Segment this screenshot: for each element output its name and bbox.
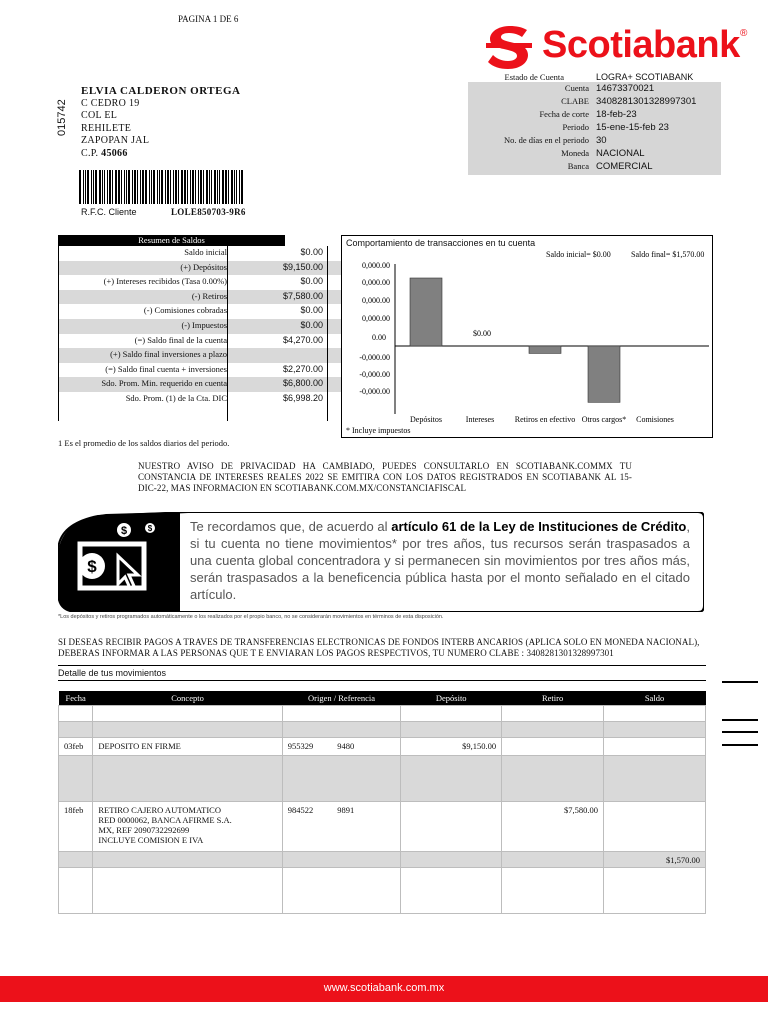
divider (58, 665, 706, 666)
summary-row-label: (=) Saldo final cuenta + inversiones (105, 363, 227, 374)
col-header-concept: Concepto (93, 691, 282, 706)
svg-text:$: $ (147, 524, 153, 533)
barcode-bar (209, 170, 210, 204)
chart-bar (588, 346, 620, 402)
postal-barcode (79, 170, 254, 204)
barcode-bar (118, 170, 120, 204)
barcode-bar (79, 170, 81, 204)
barcode-bar (153, 170, 155, 204)
barcode-bar (109, 170, 111, 204)
address-line: REHILETE (81, 122, 132, 134)
side-mark (722, 719, 758, 721)
summary-row-value: $4,270.00 (282, 334, 323, 345)
movement-reference: 9891 (337, 805, 355, 815)
barcode-bar (236, 170, 237, 204)
summary-row (58, 246, 341, 261)
banner-footnote: *Los depósitos y retiros programados automáticamente o los realizados por el propio banco, no se considerarán movimientos en términos de esta disposición. (58, 614, 444, 620)
movement-origin (282, 706, 401, 722)
chart-category-label: Depósitos (410, 415, 442, 424)
account-row-value: 30 (596, 135, 607, 146)
summary-row-value: $0.00 (300, 305, 323, 316)
movement-withdrawal: $7,580.00 (502, 802, 604, 852)
movement-withdrawal (502, 706, 604, 722)
barcode-bar (239, 170, 240, 204)
account-row (468, 96, 721, 109)
divider (58, 680, 706, 681)
footer-url[interactable]: www.scotiabank.com.mx (323, 982, 445, 994)
movement-date (59, 756, 93, 802)
account-row-value: 15-ene-15-feb 23 (596, 122, 669, 133)
barcode-bar (134, 170, 136, 204)
account-row (468, 135, 721, 148)
barcode-bar (222, 170, 224, 204)
movement-origin (282, 802, 401, 852)
scotiabank-s-icon (484, 22, 536, 70)
summary-row-label: Sdo. Prom. Min. requerido en cuenta (101, 378, 227, 389)
movement-row (59, 738, 706, 756)
barcode-bar (192, 170, 194, 204)
barcode-bar (187, 170, 188, 204)
postal-code: 45066 (101, 147, 128, 159)
barcode-bar (184, 170, 186, 204)
movement-reference: 9480 (337, 741, 355, 751)
account-row-label: Moneda (561, 148, 589, 158)
barcode-bar (181, 170, 183, 204)
chart-category-label: Intereses (465, 415, 495, 424)
barcode-bar (170, 170, 171, 204)
col-header-balance: Saldo (604, 691, 706, 706)
banner-rest: , si tu cuenta no tiene movimientos* por tres años, tus recursos serán traspasados a una cuenta global concentradora y si permanecen sin movimientos por tres años más, serán traspasados a la beneficencia pública hasta por el monto señalado en el citado artículo. (190, 519, 690, 602)
movement-withdrawal (502, 738, 604, 756)
movement-withdrawal (502, 852, 604, 868)
barcode-bar (165, 170, 166, 204)
barcode-bar (102, 170, 103, 204)
chart-annotation: $0.00 (473, 329, 491, 338)
account-row-label: CLABE (561, 96, 589, 106)
chart-bar (529, 346, 561, 353)
client-address-block (81, 85, 240, 160)
summary-row-value: $9,150.00 (282, 261, 323, 272)
account-row-value: 14673370021 (596, 83, 655, 94)
chart-ytick-label: 0.00 (372, 333, 386, 342)
chart-initial-balance: Saldo inicial= $0.00 (546, 250, 611, 259)
account-row-label: Fecha de corte (539, 109, 589, 119)
barcode-bar (157, 170, 158, 204)
side-mark (722, 681, 758, 683)
statement-label: Estado de Cuenta (504, 72, 564, 82)
account-row-label: No. de días en el periodo (504, 135, 589, 145)
summary-row-value: $0.00 (300, 319, 323, 330)
movement-origin-code: 984522 (287, 805, 314, 815)
barcode-bar (225, 170, 227, 204)
movement-row (59, 756, 706, 802)
barcode-bar (161, 170, 163, 204)
client-name: ELVIA CALDERON ORTEGA (81, 85, 241, 97)
barcode-bar (211, 170, 212, 204)
barcode-bar (203, 170, 204, 204)
article-61-banner (58, 512, 704, 612)
barcode-bar (83, 170, 84, 204)
summary-row (58, 407, 341, 422)
barcode-bar (104, 170, 105, 204)
summary-footnote: 1 Es el promedio de los saldos diarios del periodo. (58, 438, 230, 448)
summary-row-label: (+) Depósitos (180, 261, 227, 272)
barcode-bar (126, 170, 127, 204)
summary-row (58, 275, 341, 290)
page-number: PAGINA 1 DE 6 (178, 14, 239, 24)
postal-label: C.P. (81, 147, 99, 159)
chart-final-balance: Saldo final= $1,570.00 (631, 250, 705, 259)
chart-bar (410, 278, 442, 346)
summary-row (58, 377, 341, 392)
movement-deposit (401, 706, 502, 722)
summary-title: Resumen de Saldos (58, 235, 285, 246)
chart-ytick-label: -0,000.00 (359, 370, 390, 379)
summary-row (58, 304, 341, 319)
summary-row-value: $0.00 (300, 247, 323, 257)
balance-summary-table (58, 235, 341, 421)
rfc-line (81, 207, 246, 217)
barcode-bar (190, 170, 191, 204)
movement-date (59, 706, 93, 722)
col-header-withdrawal: Retiro (502, 691, 604, 706)
movement-balance (604, 738, 706, 756)
barcode-bar (173, 170, 174, 204)
barcode-bar (145, 170, 147, 204)
summary-row (58, 363, 341, 378)
barcode-bar (231, 170, 233, 204)
barcode-bar (241, 170, 243, 204)
movement-balance (604, 868, 706, 914)
movement-row (59, 852, 706, 868)
summary-row (58, 319, 341, 334)
account-row (468, 109, 721, 122)
movement-row (59, 868, 706, 914)
address-line: COL EL (81, 110, 118, 121)
chart-ytick-label: 0,000.00 (362, 314, 390, 323)
movement-concept (93, 706, 282, 722)
movement-deposit (401, 852, 502, 868)
account-row-label: Banca (567, 161, 589, 171)
movement-concept (93, 756, 282, 802)
barcode-bar (128, 170, 130, 204)
chart-category-label: Retiros en efectivo (514, 415, 576, 424)
col-header-deposit: Depósito (401, 691, 502, 706)
movement-date (59, 722, 93, 738)
barcode-bar (137, 170, 138, 204)
movement-withdrawal (502, 868, 604, 914)
barcode-bar (214, 170, 216, 204)
side-mark (722, 744, 758, 746)
movement-concept (93, 722, 282, 738)
rfc-value: LOLE850703-9R6 (171, 207, 246, 217)
barcode-bar (91, 170, 92, 204)
movement-concept: DEPOSITO EN FIRME (93, 738, 282, 756)
dormant-account-icon (74, 522, 174, 602)
barcode-bar (149, 170, 150, 204)
chart-ytick-label: 0,000.00 (362, 278, 390, 287)
movement-origin (282, 738, 401, 756)
barcode-bar (142, 170, 144, 204)
chart-ytick-label: -0,000.00 (359, 387, 390, 396)
movement-balance (604, 722, 706, 738)
summary-row-value: $0.00 (300, 276, 323, 287)
barcode-bar (175, 170, 177, 204)
barcode-bar (219, 170, 220, 204)
banner-article: artículo 61 de la Ley de Instituciones de Crédito (391, 519, 687, 534)
privacy-notice: NUESTRO AVISO DE PRIVACIDAD HA CAMBIADO, PUEDES CONSULTARLO EN SCOTIABANK.COMMX TU CONSTANCIA DE INTERESES REALES 2022 SE EMITIRA CON LOS DATOS REGISTRADOS EN SCOTIABANK AL 15-DIC-22, MAS INFORMACION EN SCOTIABANK.COM.MX/CONSTANCIAFISCAL (138, 461, 632, 493)
barcode-bar (107, 170, 108, 204)
movement-balance: $1,570.00 (604, 852, 706, 868)
client-code-text: 015742 (56, 99, 68, 136)
account-row-value: COMERCIAL (596, 161, 653, 172)
barcode-bar (217, 170, 218, 204)
client-code (56, 84, 70, 136)
account-row-value: 18-feb-23 (596, 109, 637, 120)
account-row (468, 161, 721, 174)
postal-code-line (81, 148, 240, 161)
clabe-notice: SI DESEAS RECIBIR PAGOS A TRAVES DE TRANSFERENCIAS ELECTRONICAS DE FONDOS INTERB ANCARIOS (APLICA SOLO EN MONEDA NACIONAL), DEBERAS INFORMAR A LAS PERSONAS QUE T E ENVIARAN LOS PAGOS RESPECTIVOS, TU NUMERO CLABE : 3408281301328997301 (58, 637, 700, 658)
account-row-value: NACIONAL (596, 148, 645, 159)
side-mark (722, 731, 758, 733)
chart-ytick-label: -0,000.00 (359, 353, 390, 362)
movements-table (58, 691, 706, 914)
movement-concept (93, 868, 282, 914)
movement-deposit (401, 756, 502, 802)
movement-balance (604, 756, 706, 802)
movement-deposit (401, 868, 502, 914)
movements-title: Detalle de tus movimientos (58, 668, 167, 678)
movements-header-row (59, 691, 706, 706)
summary-row-label: (-) Retiros (191, 290, 227, 301)
barcode-bar (206, 170, 208, 204)
movement-withdrawal (502, 722, 604, 738)
movement-withdrawal (502, 756, 604, 802)
movement-balance (604, 706, 706, 722)
summary-row-label: (+) Saldo final inversiones a plazo (110, 349, 227, 360)
movement-origin-code: 955329 (287, 741, 314, 751)
movement-origin (282, 868, 401, 914)
svg-text:$: $ (120, 525, 128, 537)
summary-row-label: (-) Impuestos (181, 319, 227, 330)
scotiabank-logo (484, 22, 754, 70)
summary-row (58, 290, 341, 305)
barcode-bar (159, 170, 160, 204)
rfc-label: R.F.C. Cliente (81, 207, 137, 217)
summary-row (58, 348, 341, 363)
product-name: LOGRA+ SCOTIABANK (596, 72, 694, 82)
chart-ytick-label: 0,000.00 (362, 261, 390, 270)
movement-date: 18feb (59, 802, 93, 852)
movement-origin (282, 756, 401, 802)
barcode-bar (115, 170, 117, 204)
barcode-bar (167, 170, 169, 204)
movement-origin (282, 722, 401, 738)
chart-category-label: Comisiones (636, 415, 674, 424)
movement-row (59, 722, 706, 738)
svg-text:$: $ (87, 557, 97, 576)
chart-title: Comportamiento de transacciones en tu cuenta (346, 238, 536, 248)
movement-row (59, 802, 706, 852)
summary-row-label: Sdo. Prom. (1) de la Cta. DIC (125, 392, 227, 403)
brand-name: Scotiabank (542, 24, 740, 66)
barcode-bar (151, 170, 152, 204)
summary-row-value: $6,800.00 (282, 378, 323, 389)
barcode-bar (95, 170, 97, 204)
movement-balance (604, 802, 706, 852)
registered-mark: ® (740, 28, 748, 39)
barcode-bar (93, 170, 94, 204)
summary-row-label: (+) Intereses recibidos (Tasa 0.00%) (103, 276, 227, 287)
summary-row-label: (-) Comisiones cobradas (143, 305, 227, 316)
barcode-bar (228, 170, 229, 204)
barcode-bar (121, 170, 122, 204)
movement-origin (282, 852, 401, 868)
summary-row-label: (=) Saldo final de la cuenta (134, 334, 227, 345)
barcode-bar (198, 170, 199, 204)
summary-row (58, 392, 341, 407)
barcode-bar (178, 170, 179, 204)
account-row-value: 3408281301328997301 (596, 96, 697, 107)
chart-category-label: Otros cargos* (581, 415, 627, 424)
article-61-text (190, 518, 690, 603)
barcode-bar (112, 170, 113, 204)
account-row (468, 148, 721, 161)
summary-row-value: $7,580.00 (282, 290, 323, 301)
barcode-bar (140, 170, 141, 204)
col-header-date: Fecha (59, 691, 93, 706)
barcode-bar (234, 170, 235, 204)
transactions-chart (341, 235, 713, 438)
account-row-label: Periodo (562, 122, 589, 132)
barcode-bar (99, 170, 101, 204)
chart-footnote: * Incluye impuestos (346, 426, 411, 435)
footer-bar (0, 976, 768, 1002)
summary-row (58, 334, 341, 349)
movement-row (59, 706, 706, 722)
summary-row (58, 261, 341, 276)
movement-date (59, 868, 93, 914)
barcode-bar (195, 170, 196, 204)
account-row (468, 122, 721, 135)
barcode-bar (200, 170, 202, 204)
summary-row-value: $2,270.00 (282, 363, 323, 374)
movement-date: 03feb (59, 738, 93, 756)
barcode-bar (124, 170, 125, 204)
movement-concept: RETIRO CAJERO AUTOMATICO RED 0000062, BANCA AFIRME S.A. MX, REF 2090732292699 INCLUYE COMISION E IVA (93, 802, 282, 852)
movement-concept (93, 852, 282, 868)
movement-deposit (401, 802, 502, 852)
summary-row-label: Saldo inicial (184, 247, 227, 257)
account-row (468, 83, 721, 96)
barcode-bar (85, 170, 86, 204)
movement-date (59, 852, 93, 868)
summary-row-value: $6,998.20 (282, 392, 323, 403)
chart-ytick-label: 0,000.00 (362, 296, 390, 305)
account-row-label: Cuenta (564, 83, 589, 93)
address-line: ZAPOPAN JAL (81, 135, 150, 146)
address-line: C CEDRO 19 (81, 97, 140, 109)
barcode-bar (87, 170, 89, 204)
chart-plot (342, 236, 712, 437)
col-header-origin: Origen / Referencia (282, 691, 401, 706)
banner-lead: Te recordamos que, de acuerdo al (190, 519, 392, 534)
barcode-bar (132, 170, 133, 204)
movement-deposit (401, 722, 502, 738)
account-info-panel (468, 82, 721, 175)
movement-deposit: $9,150.00 (401, 738, 502, 756)
